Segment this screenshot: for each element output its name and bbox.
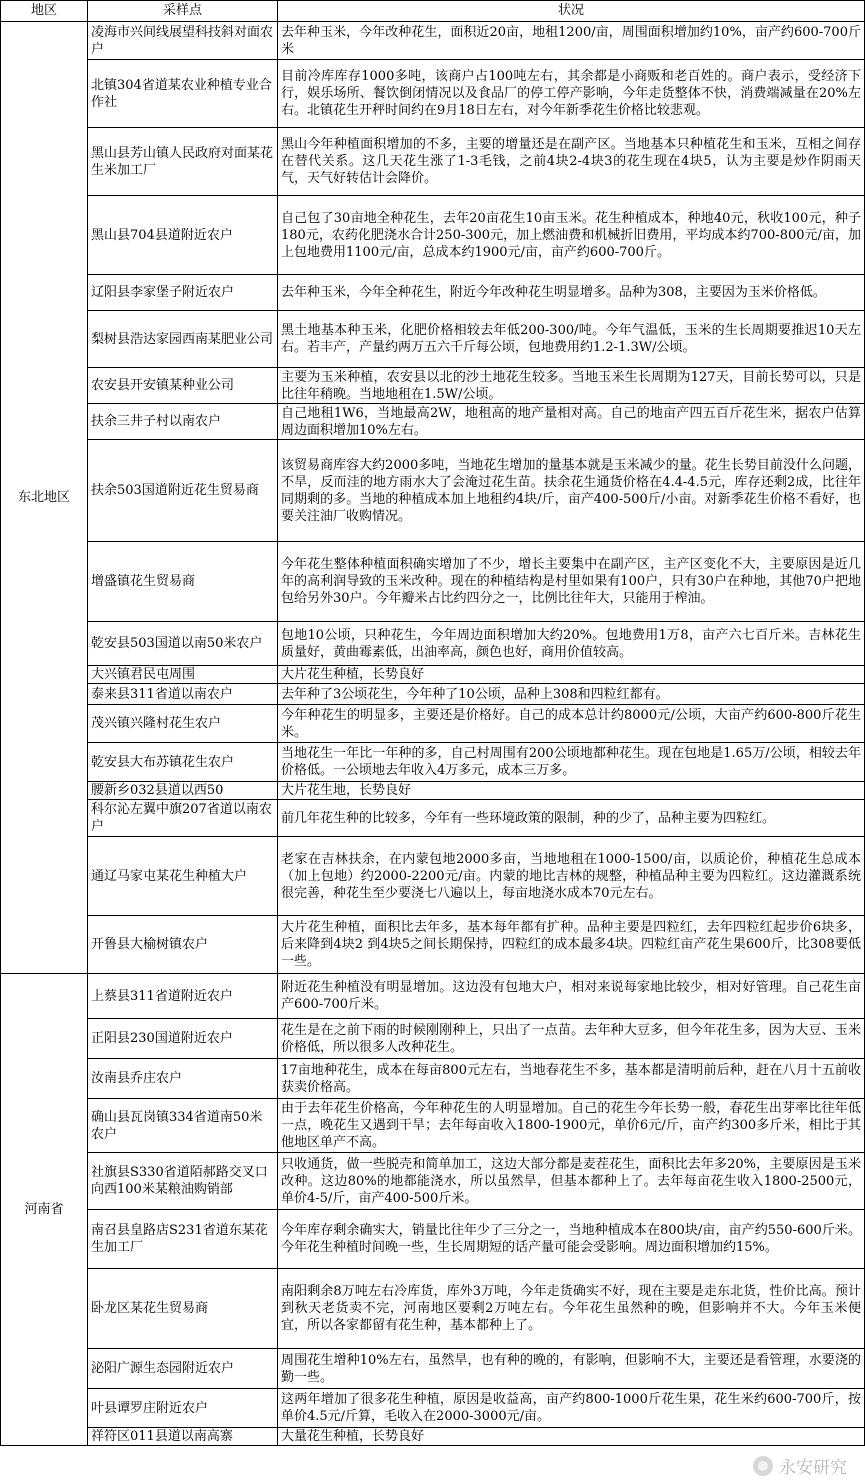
table-row [1,275,865,311]
table-row [1,622,865,666]
site-cell: 北镇304省道某农业种植专业合作社 [88,60,278,128]
status-cell: 花生是在之前下雨的时候刚刚种上，只出了一点苗。去年种大豆多，但今年花生多，因为大豆、玉米价格低，所以很多人改种花生。 [278,1019,865,1059]
table-body [1,22,865,1446]
status-cell: 老家在吉林扶余，在内蒙包地2000多亩，当地地租在1000-1500/亩，以质论价，种植花生总成本（加上包地）约2000-2200元/亩。内蒙的地比吉林的规整，种植品种主要为四粒红。这边灌溉系统很完善，种花生至少要浇七八遍以上，每亩地浇水成本70元左右。 [278,837,865,916]
status-cell: 黑土地基本种玉米，化肥价格相较去年低200-300/吨。今年气温低，玉米的生长周期要推迟10天左右。若丰产，产量约两万五六千斤每公顷，包地费用约1.2-1.3W/公顷。 [278,311,865,368]
status-cell: 大片花生种植，长势良好 [278,666,865,684]
table-row [1,128,865,196]
table-row [1,1210,865,1269]
site-cell: 汝南县乔庄农户 [88,1059,278,1099]
site-cell: 开鲁县大榆树镇农户 [88,916,278,974]
status-cell: 只收通货，做一些脱壳和简单加工，这边大部分都是麦茬花生，面积比去年多20%，主要原因是玉米改种。这边80%的地都能浇水，所以虽然旱，但基本都种上了。去年每亩花生收入1800-2500元，单价4-5/斤，亩产400-500斤米。 [278,1153,865,1210]
status-cell: 主要为玉米种植，农安县以北的沙土地花生较多。当地玉米生长周期为127天，目前长势可以，只是比往年稍晚。当地地租在1.5W/公顷。 [278,368,865,404]
site-cell: 黑山县芳山镇人民政府对面某花生米加工厂 [88,128,278,196]
status-cell: 周围花生增种10%左右，虽然旱，也有种的晚的，有影响，但影响不大，主要还是看管理，水要浇的勤一些。 [278,1349,865,1389]
site-cell: 卧龙区某花生贸易商 [88,1269,278,1349]
status-cell: 17亩地种花生，成本在每亩800元左右，当地春花生不多，基本都是清明前后种，赶在八月十五前收获卖价格高。 [278,1059,865,1099]
site-cell: 腰新乡032县道以西50 [88,782,278,800]
table-row [1,196,865,275]
status-cell: 附近花生种植没有明显增加。这边没有包地大户，相对来说每家地比较少，相对好管理。自己花生亩产600-700斤米。 [278,974,865,1019]
site-cell: 乾安县503国道以南50米农户 [88,622,278,666]
table-row [1,837,865,916]
wechat-logo-icon [753,1456,773,1476]
table-row [1,800,865,837]
status-cell: 前几年花生种的比较多，今年有一些环境政策的限制，种的少了，品种主要为四粒红。 [278,800,865,837]
status-cell: 自己包了30亩地全种花生，去年20亩花生10亩玉米。花生种植成本，种地40元，秋收100元，种子180元，农药化肥浇水合计250-300元，加上燃油费和机械折旧费用，平均成本约700-800元/亩，加上包地费用1100元/亩，总成本约1900元/亩，亩产约600-700斤。 [278,196,865,275]
status-cell: 大量花生种植，长势良好 [278,1428,865,1446]
table-row [1,1019,865,1059]
site-cell: 泌阳广源生态园附近农户 [88,1349,278,1389]
site-cell: 凌海市兴间线展望科技斜对面农户 [88,22,278,60]
status-cell: 去年种了3公顷花生，今年种了10公顷，品种上308和四粒红都有。 [278,684,865,705]
status-cell: 大片花生种植，面积比去年多，基本每年都有扩种。品种主要是四粒红，去年四粒红起步价6块多，后来降到4块2 到4块5之间长期保持，四粒红的成本最多4块。四粒红亩产花生果600斤，比308要低一些。 [278,916,865,974]
status-cell: 今年库存剩余确实大，销量比往年少了三分之一，当地种植成本在800块/亩，亩产约550-600斤米。今年花生种植时间晚一些，生长周期短的话产量可能会受影响。周边面积增加约15%。 [278,1210,865,1269]
header-site: 采样点 [88,1,278,22]
status-cell: 黑山今年种植面积增加的不多，主要的增量还是在副产区。当地基本只种植花生和玉米，互相之间存在替代关系。这几天花生涨了1-3毛钱，之前4块2-4块3的花生现在4块5，认为主要是炒作阴雨天气，天气好转估计会降价。 [278,128,865,196]
site-cell: 南召县皇路店S231省道东某花生加工厂 [88,1210,278,1269]
region-cell: 东北地区 [1,22,88,974]
site-cell: 通辽马家屯某花生种植大户 [88,837,278,916]
status-cell: 南阳剩余8万吨左右冷库货，库外3万吨，今年走货确实不好，现在主要是走东北货，性价比高。预计到秋天老货卖不完，河南地区要剩2万吨左右。今年花生虽然种的晚，但影响并不大。今年玉米便宜，所以各家都留有花生种，基本都种上了。 [278,1269,865,1349]
site-cell: 农安县开安镇某种业公司 [88,368,278,404]
site-cell: 上蔡县311省道附近农户 [88,974,278,1019]
table-row [1,974,865,1019]
site-cell: 社旗县S330省道陌郝路交叉口向西100米某粮油购销部 [88,1153,278,1210]
site-cell: 茂兴镇兴隆村花生农户 [88,705,278,743]
site-cell: 确山县瓦岗镇334省道南50米农户 [88,1099,278,1153]
site-cell: 泰来县311省道以南农户 [88,684,278,705]
watermark-text: 永安研究 [779,1458,847,1478]
site-cell: 辽阳县李家堡子附近农户 [88,275,278,311]
site-cell: 祥符区011县道以南高寨 [88,1428,278,1446]
table-row [1,22,865,60]
site-cell: 叶县谭罗庄附近农户 [88,1389,278,1428]
status-cell: 自己地租1W6，当地最高2W，地租高的地产量相对高。自己的地亩产四五百斤花生米，据农户估算周边面积增加10%左右。 [278,404,865,440]
status-cell: 大片花生地，长势良好 [278,782,865,800]
table-row [1,1059,865,1099]
site-cell: 扶余503国道附近花生贸易商 [88,440,278,542]
table-row [1,1269,865,1349]
table-row [1,1428,865,1446]
table-row [1,311,865,368]
header-region: 地区 [1,1,88,22]
site-cell: 科尔沁左翼中旗207省道以南农户 [88,800,278,837]
table-row [1,666,865,684]
status-cell: 今年花生整体种植面积确实增加了不少，增长主要集中在副产区，主产区变化不大，主要原因是近几年的高利润导致的玉米改种。现在的种植结构是村里如果有100户，只有30户在种地，其他70户把地包给另外30户。今年瓣米占比约四分之一，比例比往年大，只能用于榨油。 [278,542,865,622]
table-row [1,1099,865,1153]
site-cell: 黑山县704县道附近农户 [88,196,278,275]
status-cell: 该贸易商库容大约2000多吨，当地花生增加的量基本就是玉米减少的量。花生长势目前没什么问题，不旱，反而洼的地方雨水大了会淹过花生苗。扶余花生通货价格在4.4-4.5元，库存还剩2成，比往年同期剩的多。当地的种植成本加上地租约4块/斤，亩产400-500斤/小亩。对新季花生价格不看好，也要关注油厂收购情况。 [278,440,865,542]
status-cell: 目前冷库库存1000多吨，该商户占100吨左右，其余都是小商贩和老百姓的。商户表示，受经济下行，娱乐场所、餐饮倒闭情况以及食品厂的停工停产影响，今年走货整体不快，消费端减量在20%左右。北镇花生开秤时间约在9月18日左右，对今年新季花生价格比较悲观。 [278,60,865,128]
status-cell: 由于去年花生价格高，今年种花生的人明显增加。自己的花生今年长势一般，春花生出芽率比往年低一点，晚花生又遇到干旱；去年每亩收入1800-1900元，单价6元/斤，亩产约300多斤米，相比于其他地区单产不高。 [278,1099,865,1153]
status-cell: 这两年增加了很多花生种植，原因是收益高，亩产约800-1000斤花生果，花生米约600-700斤，按单价4.5元/斤算，毛收入在2000-3000元/亩。 [278,1389,865,1428]
watermark [753,1453,847,1478]
table-row [1,1349,865,1389]
status-cell: 今年种花生的明显多，主要还是价格好。自己的成本总计约8000元/公顷，大亩产约600-800斤花生米。 [278,705,865,743]
table-row [1,368,865,404]
header-status: 状况 [278,1,865,22]
table-row [1,684,865,705]
table-row [1,1153,865,1210]
status-cell: 去年种玉米，今年改种花生，面积近20亩，地租1200/亩，周围面积增加约10%，亩产约600-700斤米 [278,22,865,60]
table-row [1,60,865,128]
table-row [1,1389,865,1428]
table-row [1,542,865,622]
site-cell: 正阳县230国道附近农户 [88,1019,278,1059]
header-row [1,1,865,22]
status-cell: 当地花生一年比一年种的多，自己村周围有200公顷地都种花生。现在包地是1.65万/公顷，相较去年价格低。一公顷地去年收入4万多元，成本三万多。 [278,743,865,782]
table-row [1,916,865,974]
status-cell: 去年种玉米，今年全种花生，附近今年改种花生明显增多。品种为308，主要因为玉米价格低。 [278,275,865,311]
table-row [1,743,865,782]
table-row [1,782,865,800]
table-row [1,440,865,542]
region-cell: 河南省 [1,974,88,1446]
site-cell: 扶余三井子村以南农户 [88,404,278,440]
table-row [1,705,865,743]
site-cell: 梨树县浩达家园西南某肥业公司 [88,311,278,368]
site-cell: 大兴镇君民屯周围 [88,666,278,684]
table-row [1,404,865,440]
site-cell: 增盛镇花生贸易商 [88,542,278,622]
site-cell: 乾安县大布苏镇花生农户 [88,743,278,782]
status-cell: 包地10公顷，只种花生，今年周边面积增加大约20%。包地费用1万8，亩产六七百斤米。吉林花生质量好，黄曲霉素低，出油率高，颜色也好，商用价值较高。 [278,622,865,666]
